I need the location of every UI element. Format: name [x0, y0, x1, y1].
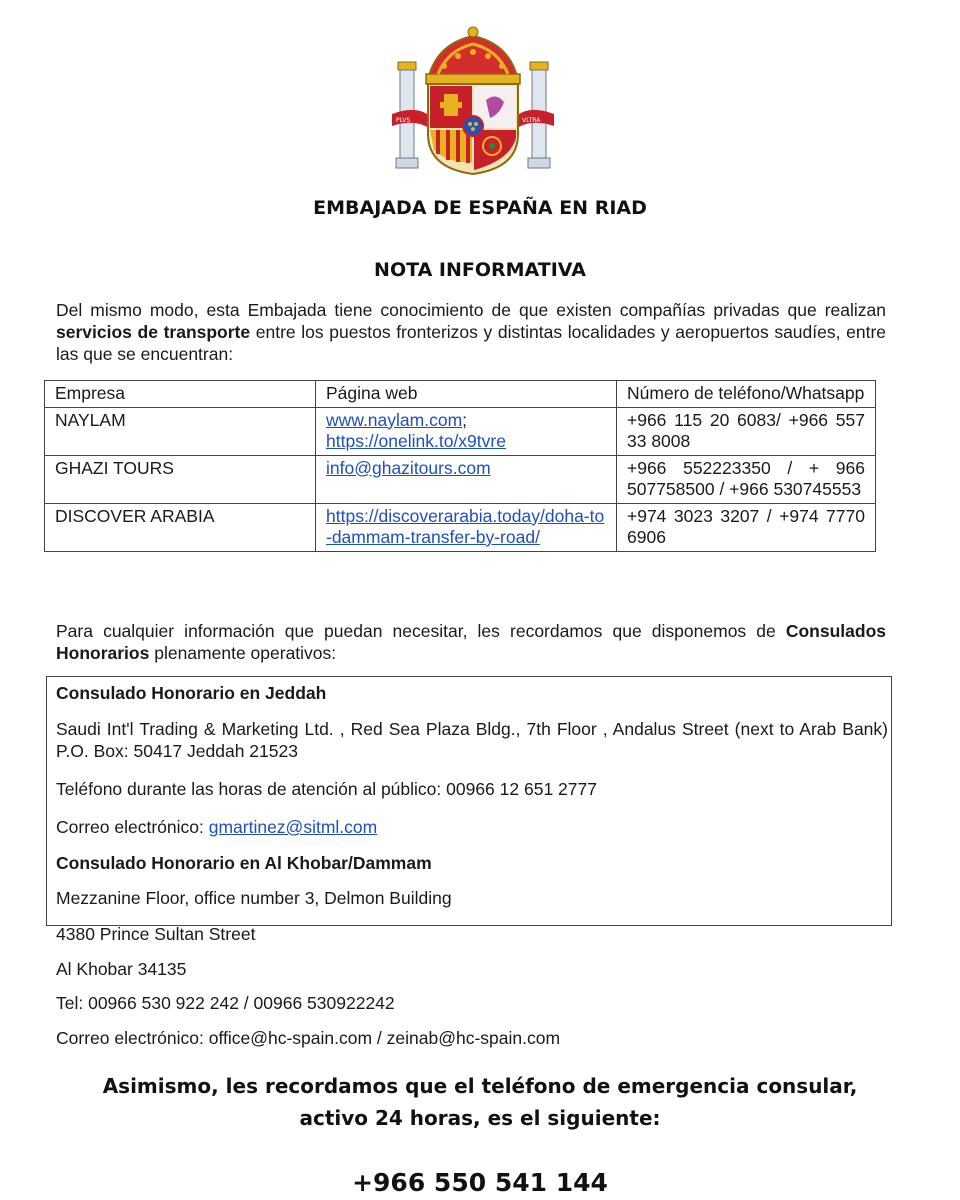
intro-paragraph: Del mismo modo, esta Embajada tiene conocimiento de que existen compañías privadas que realizan servicios de transporte entre los puestos fronterizos y distintas localidades y aeropuertos saudíes, entre las que se encuentran:: [56, 300, 887, 364]
company-cell: DISCOVER ARABIA: [45, 503, 316, 551]
phone-cell: +966 115 20 6083/ +966 557 33 8008: [617, 407, 876, 455]
intro-bold-text: servicios de transporte: [56, 322, 251, 342]
naylam-website-link[interactable]: www.naylam.com: [326, 409, 463, 430]
company-cell: GHAZI TOURS: [45, 455, 316, 503]
jeddah-email-link[interactable]: gmartinez@sitml.com: [208, 817, 378, 837]
emergency-line1: Asimismo, les recordamos que el teléfono de emergencia consular,: [102, 1074, 858, 1098]
table-row: [45, 503, 876, 551]
khobar-title: Consulado Honorario en Al Khobar/Dammam: [56, 853, 432, 873]
web-cell: [316, 455, 617, 503]
transport-companies-table: [44, 380, 876, 552]
khobar-address-line3: Al Khobar 34135: [56, 959, 187, 979]
khobar-email: Correo electrónico: office@hc-spain.com / zeinab@hc-spain.com: [56, 1028, 561, 1048]
khobar-phone: Tel: 00966 530 922 242 / 00966 530922242: [56, 993, 395, 1013]
company-cell: NAYLAM: [45, 407, 316, 455]
jeddah-phone: Teléfono durante las horas de atención al público: 00966 12 651 2777: [56, 779, 597, 799]
table-row: [45, 407, 876, 455]
khobar-address-line1: Mezzanine Floor, office number 3, Delmon Building: [56, 888, 452, 908]
motto-left-text: PLVS: [396, 117, 411, 124]
phone-cell: +966 552223350 / + 966 507758500 / +966 530745553: [617, 455, 876, 503]
table-header-row: [45, 381, 876, 408]
naylam-onelink-link[interactable]: https://onelink.to/x9tvre: [326, 431, 506, 451]
discover-arabia-link[interactable]: https://discoverarabia.today/doha-to-dammam-transfer-by-road/: [326, 505, 605, 547]
spain-coat-of-arms-logo: [388, 22, 558, 178]
header-cell-company: Empresa: [45, 381, 316, 408]
web-cell: www.naylam.com; https://onelink.to/x9tvre: [316, 407, 617, 455]
embassy-heading: EMBAJADA DE ESPAÑA EN RIAD: [313, 197, 647, 219]
emergency-line2: activo 24 horas, es el siguiente:: [299, 1106, 661, 1130]
note-title: NOTA INFORMATIVA: [374, 259, 586, 281]
web-cell: [316, 503, 617, 551]
consulates-intro-paragraph: Para cualquier información que puedan necesitar, les recordamos que disponemos de Consulados Honorarios plenamente operativos:: [56, 621, 886, 663]
phone-cell: +974 3023 3207 / +974 7770 6906: [617, 503, 876, 551]
emergency-phone-number: +966 550 541 144: [352, 1168, 608, 1197]
jeddah-email-line: Correo electrónico: gmartinez@sitml.com: [56, 817, 378, 837]
motto-right-text: VLTRA: [522, 117, 541, 124]
crown-icon: [426, 27, 520, 84]
khobar-address-line2: 4380 Prince Sultan Street: [56, 924, 256, 944]
shield-icon: [428, 84, 518, 174]
jeddah-title: Consulado Honorario en Jeddah: [56, 683, 327, 703]
ghazi-email-link[interactable]: info@ghazitours.com: [326, 457, 491, 478]
table-row: [45, 455, 876, 503]
jeddah-address: Saudi Int'l Trading & Marketing Ltd. , Red Sea Plaza Bldg., 7th Floor , Andalus Street (next to Arab Bank) P.O. Box: 50417 Jeddah 21523: [56, 719, 888, 761]
consulates-bold-text: Consulados Honorarios: [56, 621, 886, 663]
header-cell-web: Página web: [316, 381, 617, 408]
header-cell-phone: Número de teléfono/Whatsapp: [617, 381, 876, 408]
